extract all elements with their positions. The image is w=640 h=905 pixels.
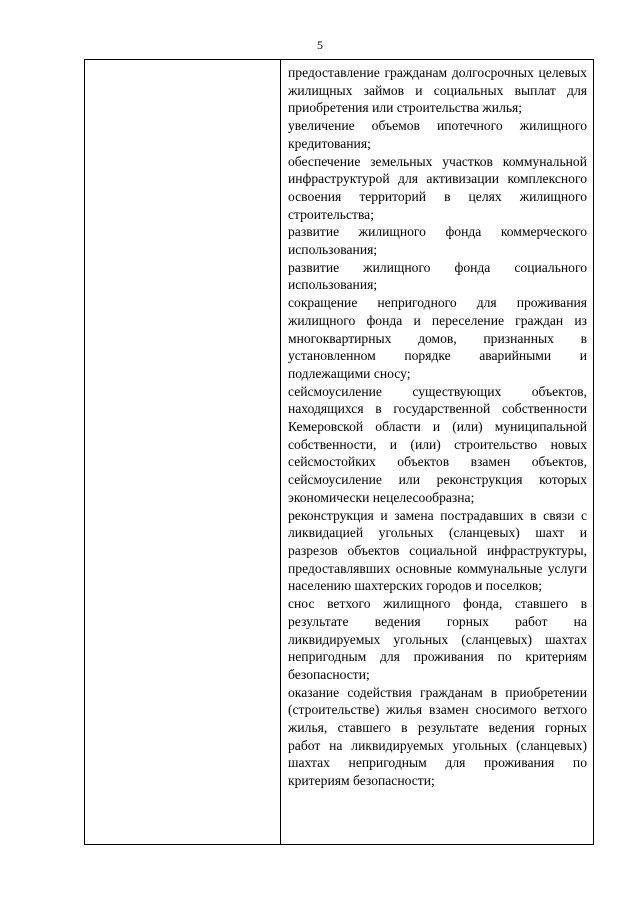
- page-number: 5: [317, 38, 323, 52]
- list-item: предоставление гражданам долгосрочных целевых жилищных займов и социальных выплат для приобретения или строительства жилья;: [288, 65, 587, 116]
- list-item: реконструкция и замена пострадавших в связи с ликвидацией угольных (сланцевых) шахт и разрезов объектов социальной инфраструктуры, предоставлявших основные коммунальные услуги населению шахтерских городов и поселков;: [288, 507, 587, 594]
- table-right-cell: [288, 64, 587, 790]
- list-item: сокращение непригодного для проживания жилищного фонда и переселение граждан из многоквартирных домов, признанных в установленном порядке аварийными и подлежащими сносу;: [288, 295, 587, 381]
- list-item: развитие жилищного фонда коммерческого использования;: [288, 224, 587, 258]
- table-left-cell: [85, 60, 280, 844]
- list-item: оказание содействия гражданам в приобретении (строительстве) жилья взамен сносимого ветхого жилья, ставшего в результате ведения горных работ на ликвидируемых угольных (сланцевых) шахтах непригодным для проживания по критериям безопасности;: [288, 684, 587, 789]
- column-divider: [280, 60, 281, 844]
- list-item: снос ветхого жилищного фонда, ставшего в результате ведения горных работ на ликвидируемых угольных (сланцевых) шахтах непригодным для проживания по критериям безопасности;: [288, 596, 587, 682]
- list-item: сейсмоусиление существующих объектов, находящихся в государственной собственности Кемеровской области и (или) муниципальной собственности, и (или) строительство новых сейсмостойких объектов взамен объектов, сейсмоусиление или реконструкция которых экономически нецелесообразна;: [288, 383, 587, 505]
- list-item: увеличение объемов ипотечного жилищного кредитования;: [288, 118, 587, 151]
- list-item: развитие жилищного фонда социального использования;: [288, 259, 587, 293]
- document-table: [84, 59, 594, 845]
- list-item: обеспечение земельных участков коммунальной инфраструктурой для активизации комплексного освоения территорий в целях жилищного строительства;: [288, 153, 587, 222]
